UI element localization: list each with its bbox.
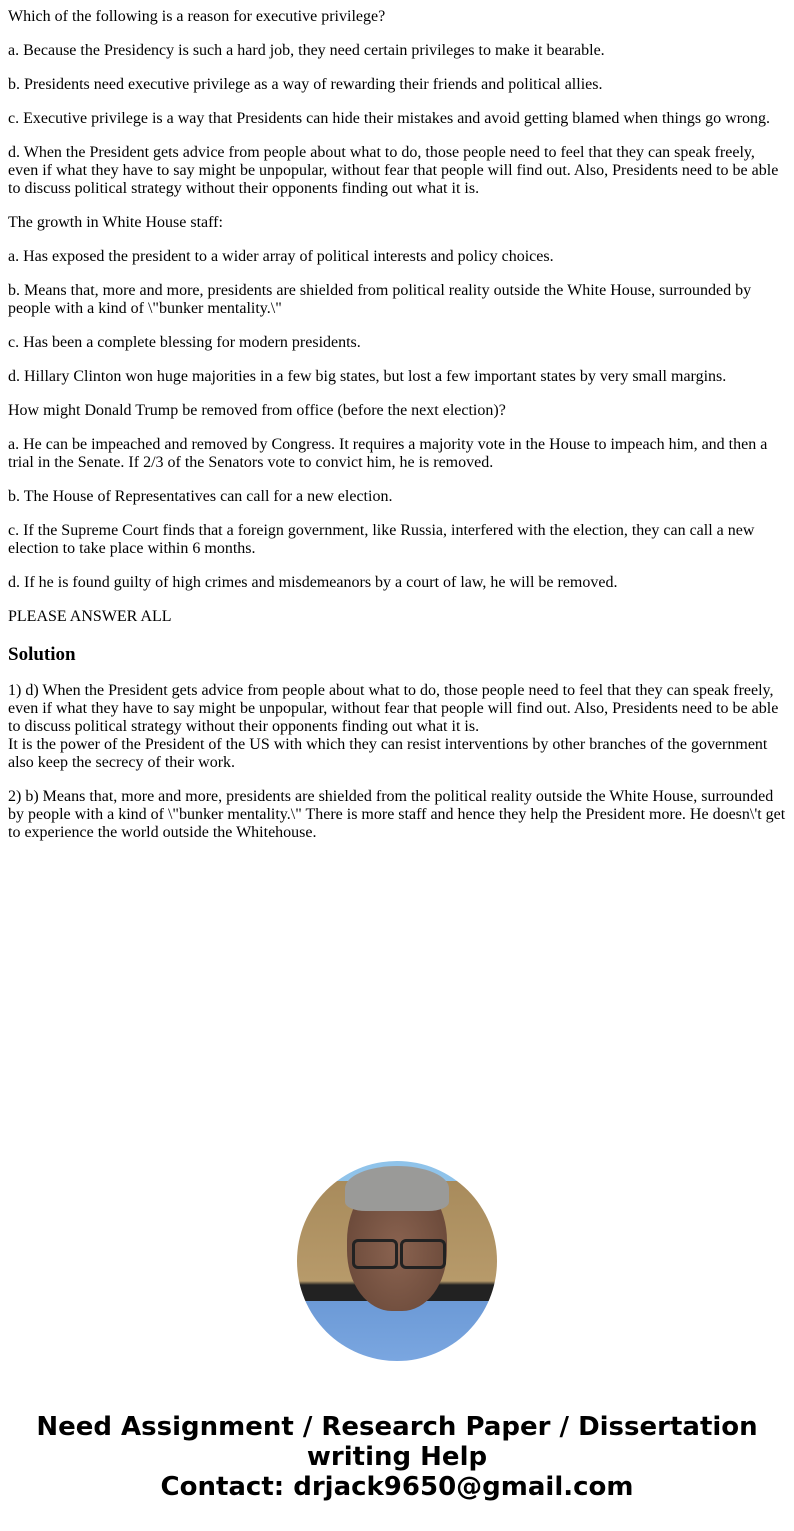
question-1-prompt: Which of the following is a reason for executive privilege? <box>8 8 386 25</box>
question-2-option-c: c. Has been a complete blessing for modern presidents. <box>8 334 361 351</box>
answer-1-text: 1) d) When the President gets advice from people about what to do, those people need to feel that they can speak freely, even if what they have to say might be unpopular, without fear that people will find out. Also, Presidents need to be able to discuss political strategy without their opponents finding out what it is. <box>8 682 779 735</box>
solution-answer-2: 2) b) Means that, more and more, presidents are shielded from the political reality outside the White House, surrounded by people with a kind of \"bunker mentality.\" There is more staff and hence they help the President more. He doesn\'t get to experience the world outside the Whitehouse. <box>8 788 786 841</box>
footer-contact: Contact: drjack9650@gmail.com <box>160 1472 634 1502</box>
question-2-option-a: a. Has exposed the president to a wider array of political interests and policy choices. <box>8 248 554 265</box>
question-1-option-c: c. Executive privilege is a way that Presidents can hide their mistakes and avoid getting blamed when things go wrong. <box>8 110 771 127</box>
question-2-prompt: The growth in White House staff: <box>8 214 223 231</box>
question-1-option-b: b. Presidents need executive privilege as a way of rewarding their friends and political allies. <box>8 76 603 93</box>
glasses-left-icon <box>352 1239 398 1269</box>
glasses-right-icon <box>400 1239 446 1269</box>
footer-line-2: writing Help <box>306 1442 488 1472</box>
author-avatar <box>297 1161 497 1361</box>
document-body <box>0 8 794 842</box>
question-3-option-d: d. If he is found guilty of high crimes and misdemeanors by a court of law, he will be removed. <box>8 574 618 591</box>
question-2-option-d: d. Hillary Clinton won huge majorities in a few big states, but lost a few important states by very small margins. <box>8 368 727 385</box>
question-3-option-a: a. He can be impeached and removed by Congress. It requires a majority vote in the House to impeach him, and then a trial in the Senate. If 2/3 of the Senators vote to convict him, he is removed. <box>8 436 768 471</box>
question-3-option-b: b. The House of Representatives can call for a new election. <box>8 488 393 505</box>
answer-1-explanation: It is the power of the President of the US with which they can resist interventions by other branches of the government also keep the secrecy of their work. <box>8 736 768 771</box>
solution-heading: Solution <box>8 644 76 665</box>
question-1-option-d: d. When the President gets advice from people about what to do, those people need to feel that they can speak freely, even if what they have to say might be unpopular, without fear that people will find out. Also, Presidents need to be able to discuss political strategy without their opponents finding out what it is. <box>8 144 779 197</box>
footer-line-1: Need Assignment / Research Paper / Dissertation <box>36 1412 758 1442</box>
closing-note: PLEASE ANSWER ALL <box>8 608 172 625</box>
question-3-prompt: How might Donald Trump be removed from office (before the next election)? <box>8 402 506 419</box>
contact-footer <box>0 1412 794 1502</box>
solution-answer-1 <box>8 682 786 772</box>
question-3-option-c: c. If the Supreme Court finds that a foreign government, like Russia, interfered with the election, they can call a new election to take place within 6 months. <box>8 522 755 557</box>
avatar-hair <box>345 1166 449 1211</box>
question-1-option-a: a. Because the Presidency is such a hard job, they need certain privileges to make it bearable. <box>8 42 605 59</box>
question-2-option-b: b. Means that, more and more, presidents are shielded from political reality outside the White House, surrounded by people with a kind of \"bunker mentality.\" <box>8 282 752 317</box>
